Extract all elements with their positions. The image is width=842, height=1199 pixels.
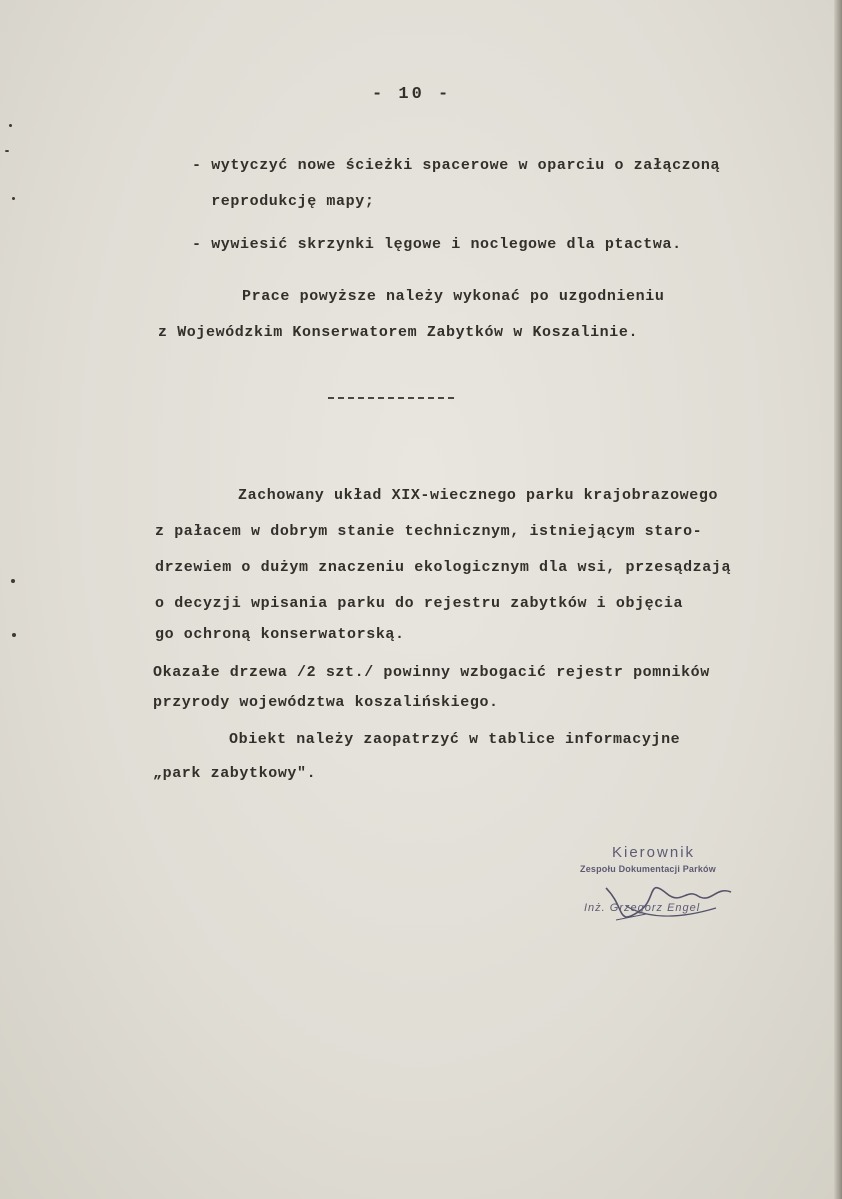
paragraph-line: Obiekt należy zaopatrzyć w tablice informacyjne <box>229 731 681 748</box>
margin-speck <box>9 124 12 127</box>
paragraph-line: z Wojewódzkim Konserwatorem Zabytków w Koszalinie. <box>158 324 639 341</box>
page-number: - 10 - <box>372 85 452 104</box>
handwritten-signature <box>586 848 756 938</box>
paragraph-line: go ochroną konserwatorską. <box>155 626 405 643</box>
stamp-organization: Zespołu Dokumentacji Parków <box>580 864 716 874</box>
section-separator <box>328 397 454 399</box>
paragraph-line: „park zabytkowy". <box>153 765 317 782</box>
paragraph-line: o decyzji wpisania parku do rejestru zabytków i objęcia <box>155 595 684 612</box>
margin-speck <box>11 579 15 583</box>
margin-speck <box>5 150 9 152</box>
paragraph-line: Okazałe drzewa /2 szt./ powinny wzbogacić rejestr pomników <box>153 664 710 681</box>
paragraph-line: przyrody województwa koszalińskiego. <box>153 694 499 711</box>
paragraph-line: drzewiem o dużym znaczeniu ekologicznym dla wsi, przesądzają <box>155 559 732 576</box>
paragraph-line: Prace powyższe należy wykonać po uzgodnieniu <box>242 288 665 305</box>
paragraph-line: Zachowany układ XIX-wiecznego parku krajobrazowego <box>238 487 719 504</box>
bullet-line: - wywiesić skrzynki lęgowe i noclegowe dla ptactwa. <box>192 236 682 253</box>
stamp-title: Kierownik <box>612 844 696 861</box>
bullet-line: - wytyczyć nowe ścieżki spacerowe w oparciu o załączoną <box>192 157 721 174</box>
margin-speck <box>12 633 16 637</box>
bullet-line: reprodukcję mapy; <box>192 193 375 210</box>
stamp-name: Inż. Grzegorz Engel <box>584 902 701 914</box>
page-edge-shadow <box>834 0 842 1199</box>
margin-speck <box>12 197 15 200</box>
paragraph-line: z pałacem w dobrym stanie technicznym, istniejącym staro- <box>155 523 703 540</box>
